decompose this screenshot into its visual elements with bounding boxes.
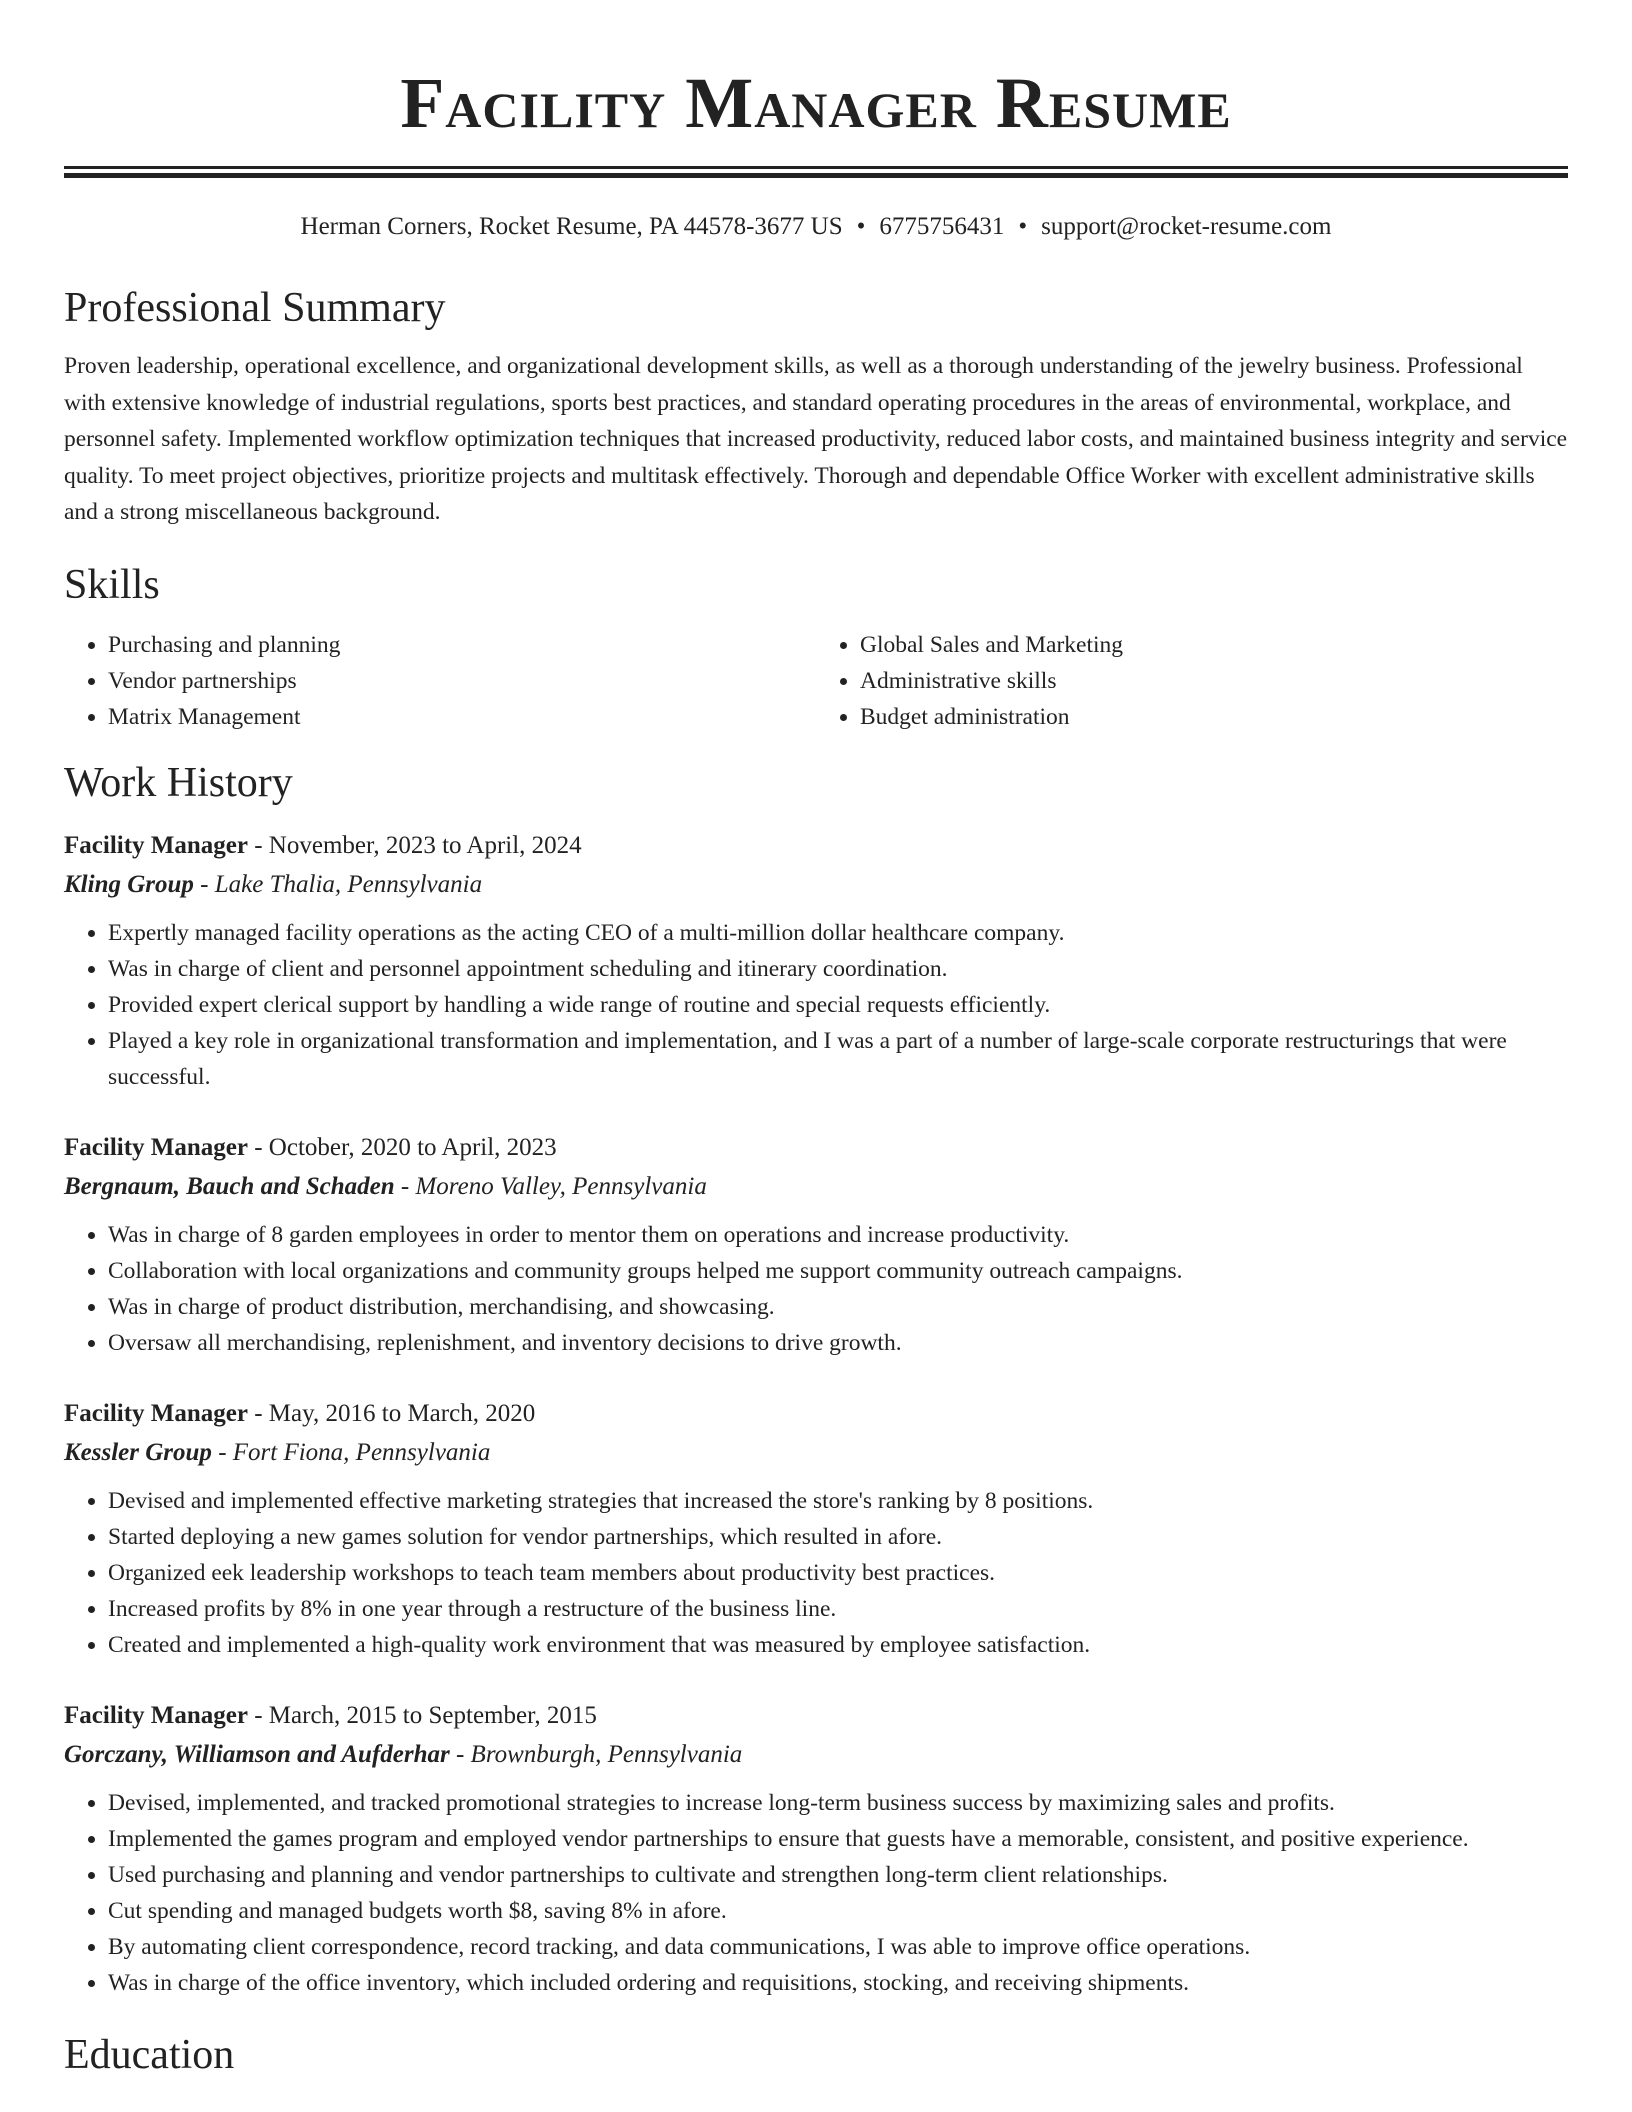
job-bullet: • Devised and implemented effective marketing strategies that increased the store's ranking by 8 positions. [108,1483,1568,1519]
summary-text: Proven leadership, operational excellence, and organizational development skills, as well as a thorough understanding of the jewelry business. Professional with extensive knowledge of industrial regulations, sports best practices, and standard operating procedures in the areas of environmental, workplace, and personnel safety. Implemented workflow optimization techniques that increased productivity, reduced labor costs, and maintained business integrity and service quality. To meet project objectives, prioritize projects and multitask effectively. Thorough and dependable Office Worker with excellent administrative skills and a strong miscellaneous background. [64,353,1568,525]
skill-item: • Purchasing and planning [108,627,816,663]
job-bullets [64,1217,1568,1361]
job-entry [64,1395,1568,1663]
job-entry [64,827,1568,1095]
company-name: Kling Group [64,870,194,898]
skills-list-left [64,627,816,735]
job-bullet: • Created and implemented a high-quality work environment that was measured by employee satisfaction. [108,1627,1568,1663]
job-bullet: • Started deploying a new games solution for vendor partnerships, which resulted in afore. [108,1519,1568,1555]
job-title-line [64,1395,1568,1433]
contact-separator: • [856,213,866,240]
job-bullet: • Collaboration with local organizations and community groups helped me support community outreach campaigns. [108,1253,1568,1289]
job-title-line [64,1129,1568,1167]
job-bullets [64,1785,1568,2001]
job-title-line [64,827,1568,865]
job-bullet: • Was in charge of the office inventory, which included ordering and requisitions, stocking, and receiving shipments. [108,1965,1568,2001]
skill-item: • Vendor partnerships [108,663,816,699]
summary-heading: Professional Summary [64,285,446,331]
contact-email: support@rocket-resume.com [1041,213,1332,240]
job-bullet: • Was in charge of client and personnel appointment scheduling and itinerary coordination. [108,951,1568,987]
job-bullets [64,915,1568,1095]
job-bullet: • Played a key role in organizational transformation and implementation, and I was a part of a number of large-scale corporate restructurings that were successful. [108,1023,1568,1095]
job-bullet: • Was in charge of product distribution, merchandising, and showcasing. [108,1289,1568,1325]
company-name: Gorczany, Williamson and Aufderhar [64,1740,450,1768]
company-line [64,1167,1568,1207]
company-line [64,1735,1568,1775]
company-location: - Fort Fiona, Pennsylvania [211,1438,491,1466]
job-dates: - October, 2020 to April, 2023 [247,1133,557,1161]
contact-separator: • [1018,213,1028,240]
company-location: - Moreno Valley, Pennsylvania [394,1172,707,1200]
work-history-heading: Work History [64,759,293,806]
company-name: Bergnaum, Bauch and Schaden [64,1172,395,1200]
job-bullet: • Cut spending and managed budgets worth $8, saving 8% in afore. [108,1893,1568,1929]
job-dates: - November, 2023 to April, 2024 [247,831,582,859]
job-bullet: • Expertly managed facility operations as the acting CEO of a multi-million dollar healthcare company. [108,915,1568,951]
company-line [64,865,1568,905]
resume-title: Facility Manager Resume [400,63,1232,143]
resume-page [64,0,1568,2081]
job-title: Facility Manager [64,1399,248,1427]
company-location: - Lake Thalia, Pennsylvania [193,870,483,898]
skill-item: • Budget administration [860,699,1568,735]
title-double-rule [64,166,1568,178]
job-bullet: • Oversaw all merchandising, replenishment, and inventory decisions to drive growth. [108,1325,1568,1361]
job-title: Facility Manager [64,831,248,859]
job-title: Facility Manager [64,1133,248,1161]
job-title: Facility Manager [64,1701,248,1729]
skills-grid [64,627,1568,735]
education-heading: Education [64,2031,235,2078]
company-name: Kessler Group [64,1438,212,1466]
skill-item: • Matrix Management [108,699,816,735]
job-bullet: • Used purchasing and planning and vendor partnerships to cultivate and strengthen long-term client relationships. [108,1857,1568,1893]
skill-item: • Administrative skills [860,663,1568,699]
job-bullet: • Increased profits by 8% in one year through a restructure of the business line. [108,1591,1568,1627]
job-bullets [64,1483,1568,1663]
job-bullet: • Was in charge of 8 garden employees in order to mentor them on operations and increase productivity. [108,1217,1568,1253]
job-bullet: • Implemented the games program and employed vendor partnerships to ensure that guests have a memorable, consistent, and positive experience. [108,1821,1568,1857]
contact-phone: 6775756431 [879,213,1005,240]
job-dates: - May, 2016 to March, 2020 [247,1399,536,1427]
job-bullet: • Provided expert clerical support by handling a wide range of routine and special requests efficiently. [108,987,1568,1023]
contact-line [64,212,1568,242]
job-dates: - March, 2015 to September, 2015 [247,1701,597,1729]
company-location: - Brownburgh, Pennsylvania [449,1740,743,1768]
job-entry [64,1129,1568,1361]
skill-item: • Global Sales and Marketing [860,627,1568,663]
job-bullet: • Organized eek leadership workshops to teach team members about productivity best practices. [108,1555,1568,1591]
company-line [64,1433,1568,1473]
job-bullet: • By automating client correspondence, record tracking, and data communications, I was able to improve office operations. [108,1929,1568,1965]
skills-list-right [816,627,1568,735]
job-title-line [64,1697,1568,1735]
job-entry [64,1697,1568,2001]
job-bullet: • Devised, implemented, and tracked promotional strategies to increase long-term business success by maximizing sales and profits. [108,1785,1568,1821]
skills-heading: Skills [64,561,160,608]
contact-address: Herman Corners, Rocket Resume, PA 44578-3677 US [300,213,843,240]
